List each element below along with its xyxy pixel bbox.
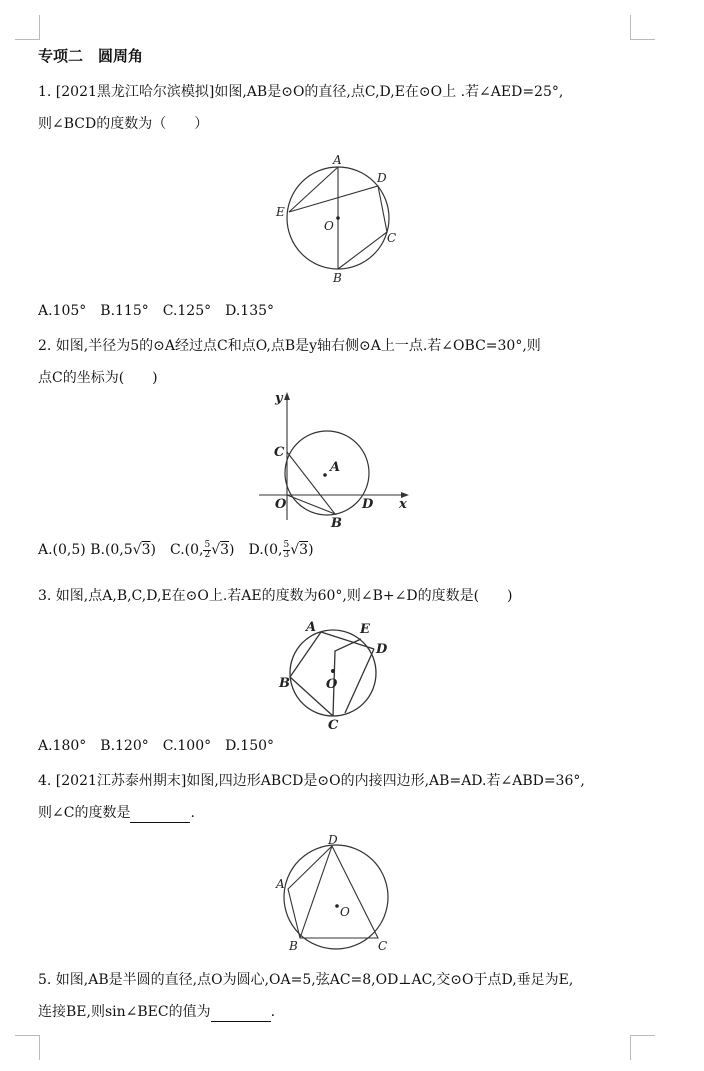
q2-label-a: A: [330, 460, 341, 475]
q1-label-c: C: [387, 231, 397, 245]
q2-opt-c-sqrt: 3: [220, 542, 230, 558]
q4-line2: 则∠C的度数是 .: [38, 805, 195, 821]
q3-label-e: E: [360, 622, 370, 637]
q4-label-o: O: [340, 905, 350, 919]
q3-label-c: C: [328, 718, 339, 733]
q4-answer-blank[interactable]: [130, 808, 190, 823]
q4-label-c: C: [378, 939, 388, 953]
q1-label-b: B: [333, 271, 342, 285]
q4-label-a: A: [276, 877, 285, 891]
q5-line1: 5. 如图,AB是半圆的直径,点O为圆心,OA=5,弦AC=8,OD⊥AC,交⊙O于点D,垂足为E,: [38, 972, 574, 988]
corner-mark-bottom-left: [15, 1035, 40, 1060]
q2-circle: [285, 431, 369, 515]
q2-opt-a-sqrt: 3: [141, 542, 151, 558]
q3-line1: 3. 如图,点A,B,C,D,E在⊙O上.若AE的度数为60°,则∠B+∠D的度数是( ): [38, 588, 513, 604]
q2-label-x: x: [399, 497, 407, 512]
q3-label-d: D: [376, 642, 388, 657]
q2-label-y: y: [275, 391, 283, 406]
q4-figure: [272, 832, 402, 957]
q3-label-o: O: [326, 677, 338, 692]
q2-opt-d-frac: $\frac{5}{3}$: [283, 539, 290, 560]
corner-mark-top-left: [15, 15, 40, 40]
q2-opt-c-end: ) D.(0,: [229, 542, 283, 558]
q2-label-o: O: [275, 497, 287, 512]
q4-circle: [284, 845, 388, 949]
q2-opt-d-end: ): [308, 542, 314, 558]
q4-quadrilateral: [288, 846, 378, 938]
q2-y-arrow: [284, 392, 290, 400]
q2-opt-d-sqrt: 3: [299, 542, 309, 558]
q2-center-dot: [323, 473, 327, 477]
q4-diagonal-bd: [300, 846, 332, 938]
corner-mark-top-right: [630, 15, 655, 40]
q1-line2: 则∠BCD的度数为（ ）: [38, 116, 209, 132]
q1-center-dot: [336, 216, 340, 220]
q2-opt-a-end: ) C.(0,: [150, 542, 204, 558]
q4-label-b: B: [289, 939, 298, 953]
q4-line1: 4. [2021江苏泰州期末]如图,四边形ABCD是⊙O的内接四边形,AB=AD.若∠ABD=36°,: [38, 773, 585, 789]
q3-center-dot: [331, 669, 335, 673]
q1-label-a: A: [333, 153, 342, 167]
q3-label-a: A: [306, 620, 317, 635]
q3-chord-dc: [345, 649, 374, 713]
q2-options: A.(0,5) B.(0,5√3) C.(0, $\frac{5}{2}$ √3) D.(0, $\frac{5}{3}$ √3): [38, 539, 314, 560]
q3-chords-abc: [290, 632, 333, 716]
q2-chords: [287, 452, 335, 514]
q1-line1: 1. [2021黑龙江哈尔滨模拟]如图,AB是⊙O的直径,点C,D,E在⊙O上 .若∠AED=25°,: [38, 84, 564, 100]
q5-line2: 连接BE,则sin∠BEC的值为 .: [38, 1004, 276, 1020]
q1-figure: [270, 150, 410, 290]
q2-opt-a: A.(0,5) B.(0,5: [38, 542, 133, 558]
q3-options: A.180° B.120° C.100° D.150°: [38, 738, 275, 754]
q1-label-o: O: [324, 219, 334, 233]
q1-options: A.105° B.115° C.125° D.135°: [38, 303, 275, 319]
q1-label-d: D: [377, 171, 387, 185]
q1-label-e: E: [276, 205, 285, 219]
q2-label-c: C: [274, 445, 285, 460]
q5-answer-blank[interactable]: [211, 1007, 271, 1022]
q2-opt-c-frac: $\frac{5}{2}$: [204, 539, 211, 560]
q3-label-b: B: [279, 676, 290, 691]
q4-label-d: D: [328, 833, 338, 847]
q3-figure: [275, 615, 395, 735]
q2-line1: 2. 如图,半径为5的⊙A经过点C和点O,点B是y轴右侧⊙A上一点.若∠OBC=30°,则: [38, 338, 541, 354]
q2-label-d: D: [362, 497, 374, 512]
q2-label-b: B: [331, 516, 342, 531]
section-title: 专项二 圆周角: [38, 47, 144, 65]
q2-figure: [255, 390, 415, 530]
q2-line2: 点C的坐标为( ): [38, 370, 158, 386]
q4-center-dot: [335, 904, 339, 908]
corner-mark-bottom-right: [630, 1035, 655, 1060]
